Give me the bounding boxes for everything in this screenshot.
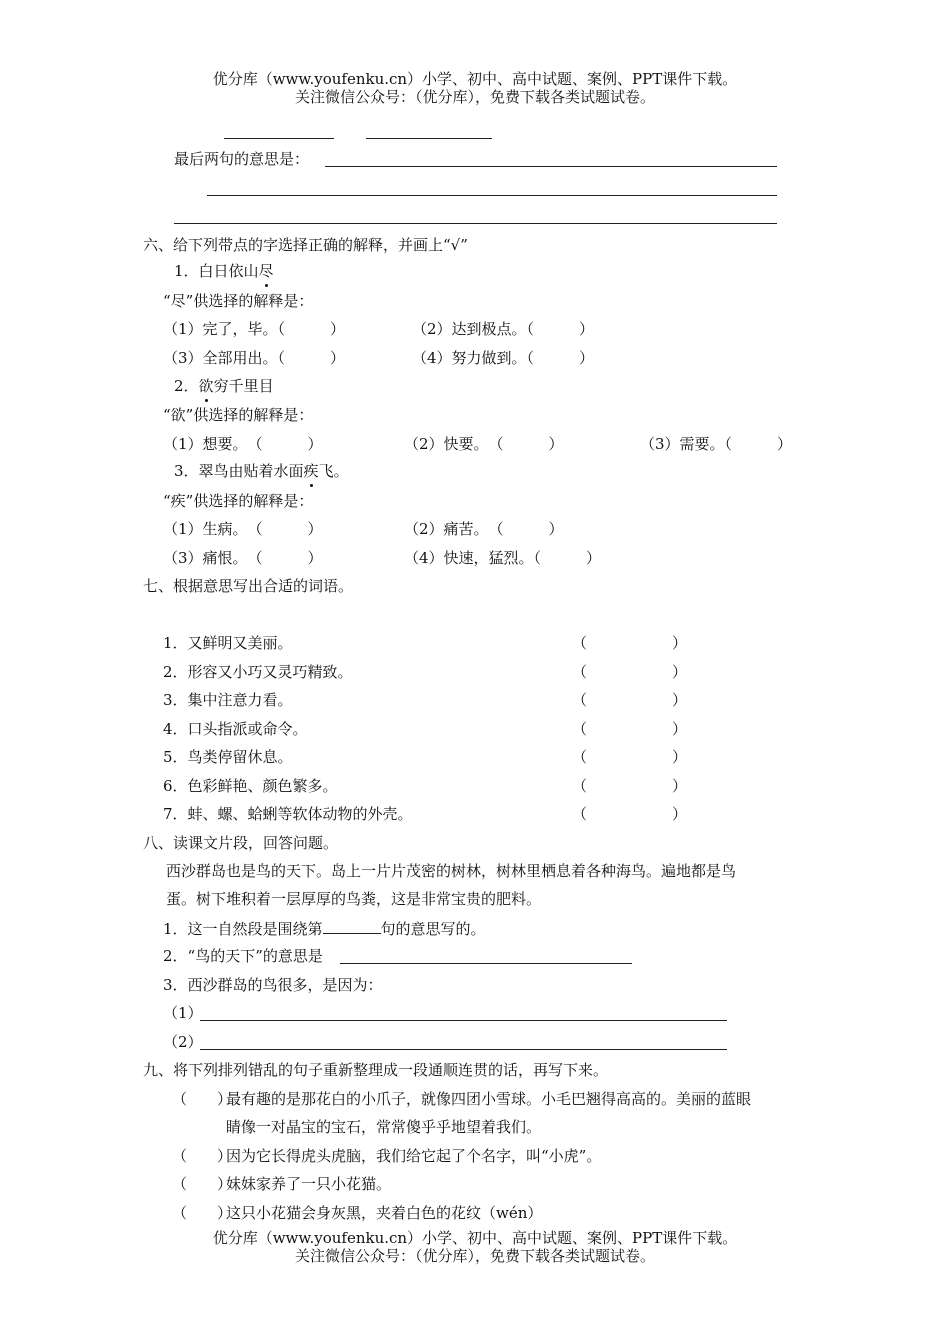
s8-passage-line-1: 西沙群岛也是鸟的天下。岛上一片片茂密的树林，树林里栖息着各种海鸟。遍地都是鸟 [166,862,737,880]
answer-line-3[interactable] [174,223,777,224]
last-lines-label: 最后两句的意思是： [174,150,310,168]
s6-q3-pre: 3．翠鸟由贴着水面 [174,462,304,480]
s9-paren-4[interactable]: （ ） [172,1204,233,1222]
s7-item-4: 4．口头指派或命令。 [163,720,308,738]
s8-q3: 3．西沙群岛的鸟很多，是因为： [163,976,383,994]
s6-q1-option-1[interactable]: （1）完了，毕。（ ） [163,320,346,338]
header-line-1: 优分库（www.youfenku.cn）小学、初中、高中试题、案例、PPT课件下载。 [212,70,738,88]
s7-item-5-close-paren: ） [672,748,688,766]
s7-item-3-close-paren: ） [672,691,688,709]
s8-answer-1-label: （1） [163,1004,203,1022]
s9-paren-1[interactable]: （ ） [172,1090,233,1108]
s6-q3-option-4[interactable]: （4）快速，猛烈。（ ） [404,549,602,567]
header-line-2: 关注微信公众号：（优分库），免费下载各类试题试卷。 [294,88,655,106]
s6-q2 [174,377,274,395]
answer-line-2[interactable] [207,195,777,196]
s6-q3-option-3[interactable]: （3）痛恨。 （ ） [163,549,323,567]
s6-q1-dotted-char: 尽 [258,262,274,280]
s6-q2-label: “欲”供选择的解释是： [163,406,314,424]
s7-item-7-open-paren: （ [572,805,588,823]
s6-q2-option-2[interactable]: （2）快要。 （ ） [404,435,564,453]
s7-item-7: 7．蚌、螺、蛤蜊等软体动物的外壳。 [163,805,413,823]
s6-q3-dotted-char: 疾 [303,462,319,480]
s9-sentence-1-line-2: 睛像一对晶宝的宝石，常常傻乎乎地望着我们。 [226,1118,542,1136]
s9-sentence-2: 因为它长得虎头虎脑，我们给它起了个名字，叫“小虎”。 [226,1147,602,1165]
s6-q1 [174,262,274,280]
s8-q1-pre: 1．这一自然段是围绕第 [163,920,323,938]
s9-sentence-3: 妹妹家养了一只小花猫。 [226,1175,392,1193]
s6-q1-option-3[interactable]: （3）全部用出。（ ） [163,349,346,367]
s7-item-6-open-paren: （ [572,777,588,795]
s9-sentence-4: 这只小花猫会身灰黑，夹着白色的花纹（wén） [226,1204,543,1222]
s7-item-2: 2．形容又小巧又灵巧精致。 [163,663,353,681]
s8-q1 [163,919,486,938]
s7-item-5-open-paren: （ [572,748,588,766]
s8-q2-answer-line[interactable] [340,963,632,964]
s8-answer-2-line[interactable] [200,1049,727,1050]
s7-item-1-close-paren: ） [672,634,688,652]
answer-blank-2[interactable] [366,138,492,139]
s6-q3-post: 飞。 [318,462,349,480]
s6-q2-pre: 2． [174,377,199,395]
section-7-title: 七、根据意思写出合适的词语。 [143,577,354,595]
s7-item-7-close-paren: ） [672,805,688,823]
s7-item-6: 6．色彩鲜艳、颜色繁多。 [163,777,338,795]
s9-paren-2[interactable]: （ ） [172,1147,233,1165]
s9-paren-3[interactable]: （ ） [172,1175,233,1193]
footer-line-1: 优分库（www.youfenku.cn）小学、初中、高中试题、案例、PPT课件下载。 [212,1229,738,1247]
s7-item-5: 5．鸟类停留休息。 [163,748,293,766]
s7-item-1: 1．又鲜明又美丽。 [163,634,293,652]
s7-item-3-open-paren: （ [572,691,588,709]
s6-q2-dotted-char: 欲 [198,377,214,395]
s6-q1-label: “尽”供选择的解释是： [163,292,314,310]
s7-item-3: 3．集中注意力看。 [163,691,293,709]
s6-q3-option-1[interactable]: （1）生病。 （ ） [163,520,323,538]
s6-q3-option-2[interactable]: （2）痛苦。 （ ） [404,520,564,538]
s7-item-4-close-paren: ） [672,720,688,738]
s6-q1-option-4[interactable]: （4）努力做到。（ ） [412,349,595,367]
s6-q3-label: “疾”供选择的解释是： [163,492,314,510]
s6-q3 [174,462,349,480]
section-8-title: 八、读课文片段，回答问题。 [143,834,339,852]
s6-q1-option-2[interactable]: （2）达到极点。（ ） [412,320,595,338]
section-9-title: 九、将下列排列错乱的句子重新整理成一段通顺连贯的话，再写下来。 [143,1061,609,1079]
s6-q1-pre: 1．白日依山 [174,262,259,280]
s7-item-2-open-paren: （ [572,663,588,681]
footer-line-2: 关注微信公众号：（优分库），免费下载各类试题试卷。 [294,1247,655,1265]
answer-line-1[interactable] [325,166,777,167]
s7-item-1-open-paren: （ [572,634,588,652]
s7-item-2-close-paren: ） [672,663,688,681]
s9-sentence-1-line-1: 最有趣的是那花白的小爪子，就像四团小雪球。小毛巴翘得高高的。美丽的蓝眼 [226,1090,752,1108]
s7-item-4-open-paren: （ [572,720,588,738]
s8-passage-line-2: 蛋。树下堆积着一层厚厚的鸟粪，这是非常宝贵的肥料。 [166,890,542,908]
s8-q2: 2．“鸟的天下”的意思是 [163,947,323,965]
s8-answer-1-line[interactable] [200,1020,727,1021]
s7-item-6-close-paren: ） [672,777,688,795]
s8-q1-post: 句的意思写的。 [380,920,486,938]
s6-q2-option-3[interactable]: （3）需要。（ ） [640,435,793,453]
answer-blank-1[interactable] [224,138,334,139]
s6-q2-option-1[interactable]: （1）想要。 （ ） [163,435,323,453]
section-6-title: 六、给下列带点的字选择正确的解释，并画上“√” [143,236,468,254]
s6-q2-post: 穷千里目 [213,377,274,395]
s8-answer-2-label: （2） [163,1033,203,1051]
s8-q1-blank[interactable] [323,919,381,934]
